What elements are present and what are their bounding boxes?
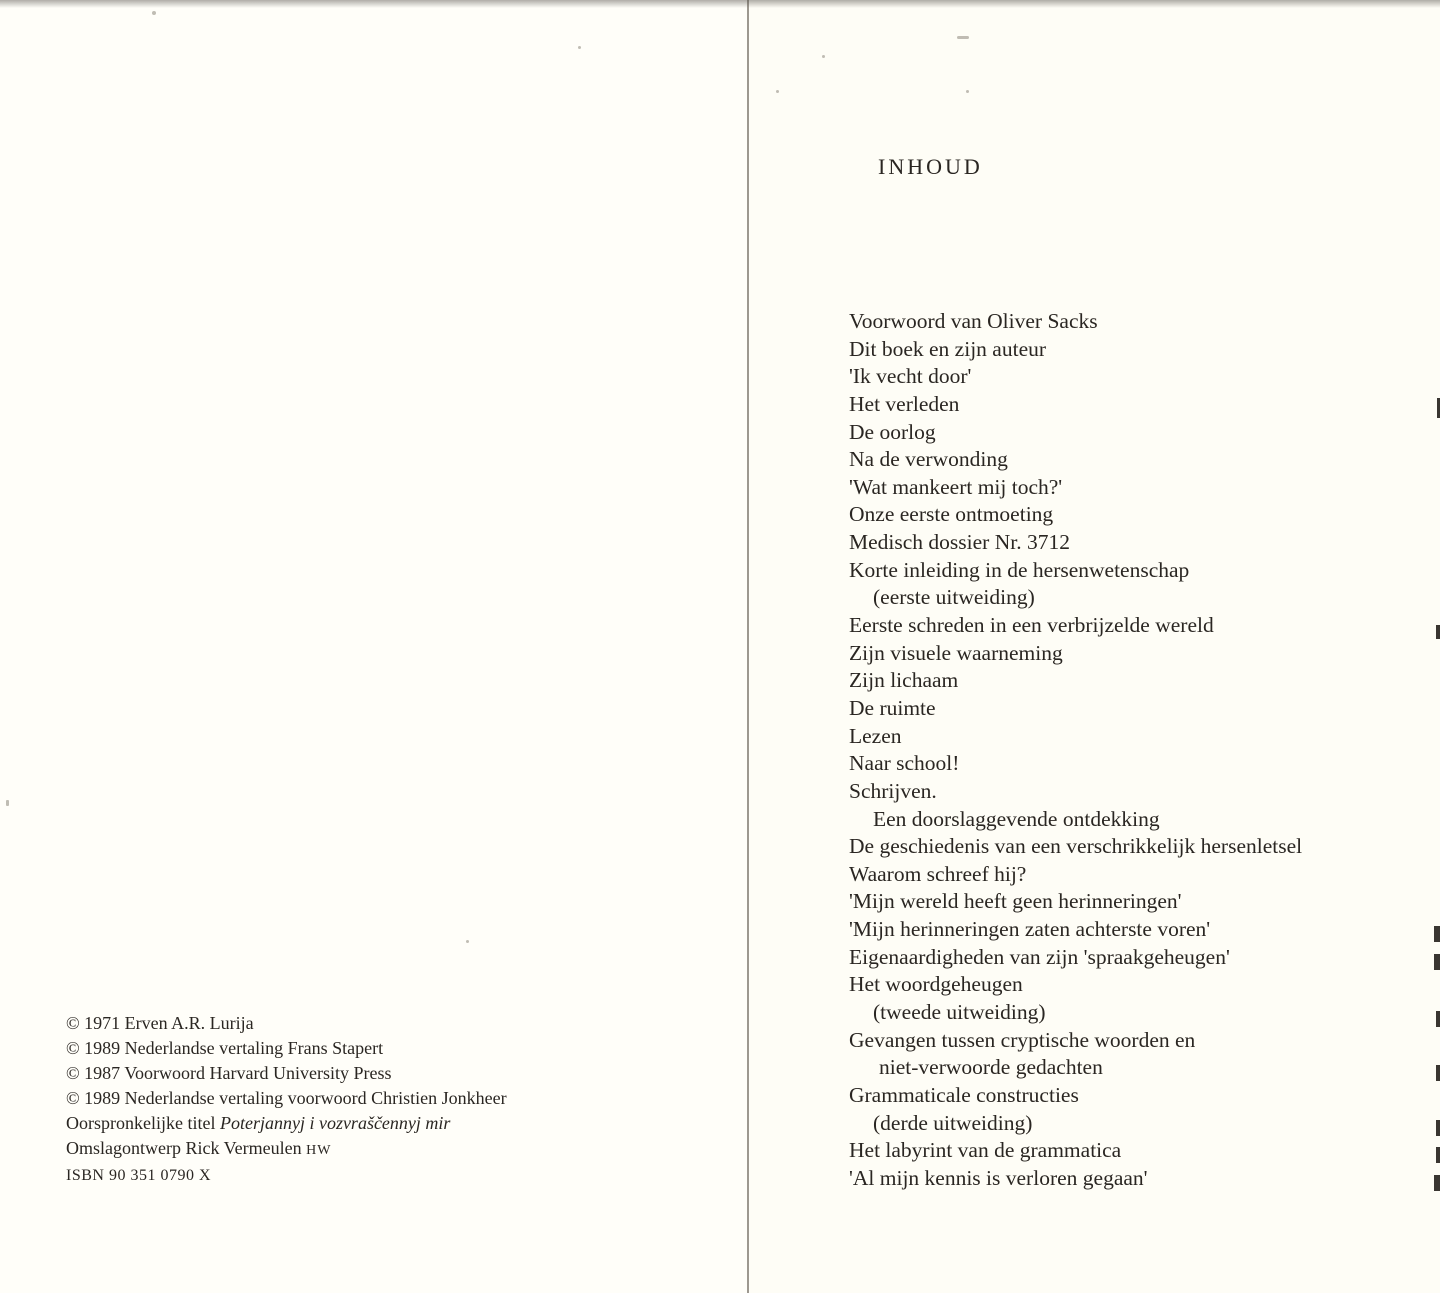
cut-off-page-number — [1436, 625, 1440, 639]
toc-entry: Medisch dossier Nr. 3712 — [849, 530, 1070, 555]
copyright-line: © 1989 Nederlandse vertaling voorwoord Christien Jonkheer — [66, 1088, 507, 1108]
cut-off-page-number — [1436, 1011, 1440, 1027]
toc-entry: Naar school! — [849, 751, 960, 776]
toc-entry: Het labyrint van de grammatica — [849, 1138, 1122, 1163]
paper-speck — [578, 46, 581, 49]
toc-entry: De geschiedenis van een verschrikkelijk hersenletsel — [849, 834, 1303, 859]
cut-off-page-number — [1434, 926, 1440, 942]
copyright-line: © 1971 Erven A.R. Lurija — [66, 1013, 254, 1033]
toc-entry: Onze eerste ontmoeting — [849, 502, 1054, 527]
original-title-label: Oorspronkelijke titel — [66, 1113, 216, 1133]
toc-entry: Eigenaardigheden van zijn 'spraakgeheugen' — [849, 944, 1230, 969]
toc-entry: Grammaticale constructies — [849, 1082, 1079, 1107]
toc-entry: 'Al mijn kennis is verloren gegaan' — [849, 1165, 1148, 1190]
cut-off-page-number — [1434, 1175, 1440, 1191]
paper-speck — [966, 90, 969, 93]
toc-entry: 'Mijn herinneringen zaten achterste voren' — [849, 917, 1211, 942]
toc-entry: Het verleden — [849, 391, 960, 416]
paper-speck — [6, 800, 9, 806]
original-title: Poterjannyj i vozvraščennyj mir — [219, 1113, 451, 1133]
toc-entry-continuation: (derde uitweiding) — [873, 1110, 1033, 1135]
cut-off-page-number — [1434, 954, 1440, 970]
toc-entry: Dit boek en zijn auteur — [849, 336, 1047, 361]
copyright-line: © 1989 Nederlandse vertaling Frans Stapert — [66, 1038, 384, 1058]
colophon — [66, 1011, 706, 1188]
cover-design-line — [66, 1136, 706, 1163]
table-of-contents — [849, 308, 1429, 1193]
book-gutter — [747, 0, 749, 1293]
toc-entry: 'Mijn wereld heeft geen herinneringen' — [849, 889, 1182, 914]
toc-entry: Zijn lichaam — [849, 668, 959, 693]
toc-entry: De ruimte — [849, 695, 936, 720]
isbn: ISBN 90 351 0790 X — [66, 1167, 212, 1184]
toc-entry: Zijn visuele waarneming — [849, 640, 1063, 665]
paper-speck — [466, 940, 469, 943]
copyright-line: © 1987 Voorwoord Harvard University Press — [66, 1063, 392, 1083]
cover-initials: HW — [306, 1143, 332, 1158]
cut-off-page-number — [1436, 1147, 1440, 1163]
toc-entry-continuation: niet-verwoorde gedachten — [879, 1055, 1103, 1080]
toc-entry: De oorlog — [849, 419, 936, 444]
paper-speck — [776, 90, 779, 93]
toc-entry-continuation: Een doorslaggevende ontdekking — [873, 806, 1160, 831]
toc-entry: Gevangen tussen cryptische woorden en — [849, 1027, 1196, 1052]
toc-entry: 'Ik vecht door' — [849, 364, 972, 389]
cover-design-label: Omslagontwerp Rick Vermeulen — [66, 1138, 302, 1158]
toc-entry: Voorwoord van Oliver Sacks — [849, 309, 1098, 333]
toc-entry: 'Wat mankeert mij toch?' — [849, 474, 1063, 499]
toc-entry: Na de verwonding — [849, 447, 1008, 472]
paper-speck — [822, 55, 825, 58]
paper-speck — [152, 11, 156, 15]
toc-entry: Schrijven. — [849, 778, 937, 803]
cut-off-page-number — [1436, 1065, 1440, 1081]
cut-off-page-number — [1436, 1120, 1440, 1136]
toc-entry-continuation: (eerste uitweiding) — [873, 585, 1035, 610]
toc-entry-continuation: (tweede uitweiding) — [873, 1000, 1046, 1025]
toc-entry: Lezen — [849, 723, 902, 748]
toc-entry: Waarom schreef hij? — [849, 861, 1027, 886]
toc-entry: Het woordgeheugen — [849, 972, 1023, 997]
toc-entry: Korte inleiding in de hersenwetenschap — [849, 557, 1190, 582]
toc-heading: INHOUD — [878, 154, 983, 179]
original-title-line — [66, 1111, 706, 1136]
paper-speck — [957, 36, 969, 39]
page-top-shadow — [0, 0, 1440, 8]
toc-entry: Eerste schreden in een verbrijzelde wereld — [849, 613, 1214, 638]
